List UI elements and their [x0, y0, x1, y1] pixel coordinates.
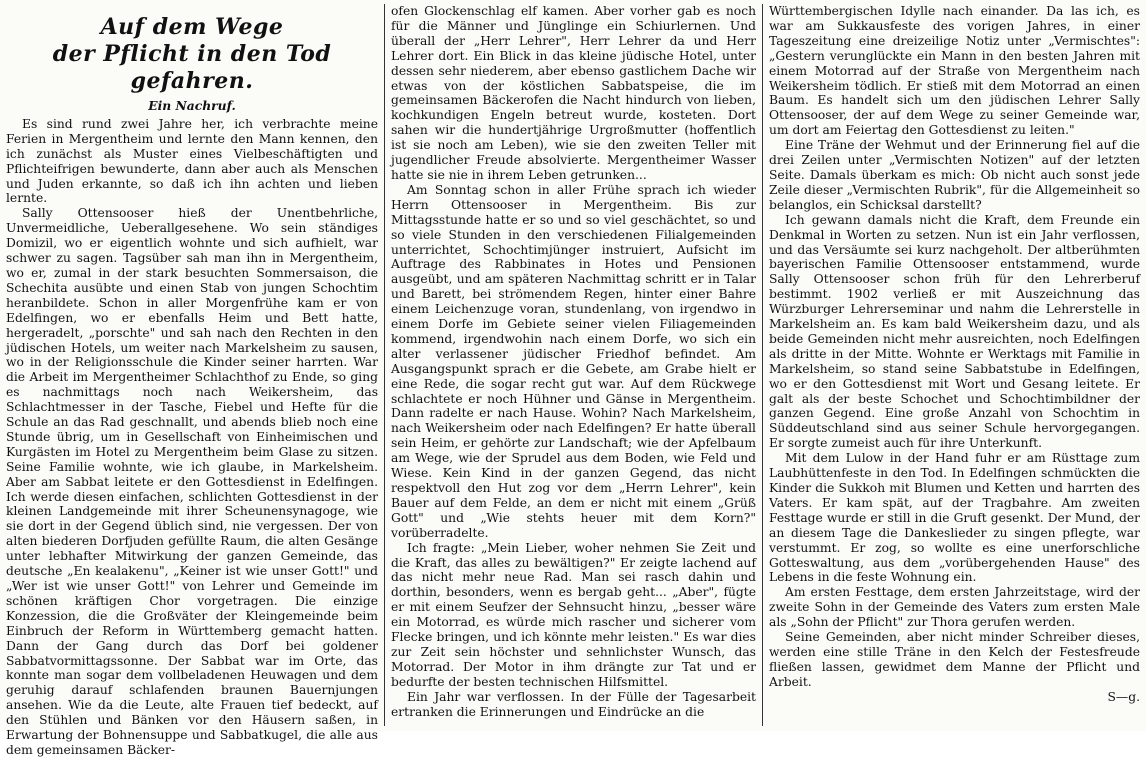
paragraph: Ich fragte: „Mein Lieber, woher nehmen Sie Zeit und die Kraft, das alles zu bewältigen?" Er zeigte lachend auf das nicht mehr neue Rad. Man sei rasch dahin und dorthin, besonders, wenn es bergab geht... „Aber", fügte er mit einem Seufzer der Sehnsucht hinzu, „besser wäre ein Motorrad, es würde mich rascher und sicherer vom Flecke bringen, und ich könnte mehr leisten." Es war dies zur Zeit sein höchster und sehnlichster Wunsch, das Motorrad. Der Motor in ihm drängte zur Tat und er bedurfte der besten technischen Hilfsmittel. [391, 540, 756, 689]
column-3 [762, 4, 1146, 726]
paragraph: Es sind rund zwei Jahre her, ich verbrachte meine Ferien in Mergentheim und lernte den Mann kennen, den ich zunächst als Muster eines Vielbeschäftigten und Pflichteifrigen bewunderte, dann aber auch als Menschen und Juden erkannte, so daß ich ihn achten und lieben lernte. [6, 116, 378, 206]
paragraph: Mit dem Lulow in der Hand fuhr er am Rüsttage zum Laubhüttenfeste in den Tod. In Edelfingen schmückten die Kinder die Sukkoh mit Blumen und Ketten und harrten des Vaters. Er kam spät, auf der Tragbahre. Am zweiten Festtage wurde er still in die Gruft gesenkt. Der Mund, der an diesem Tage die Dankeslieder zu singen pflegte, war verstummt. Er zog, so wollte es eine unerforschliche Gotteswaltung, aus dem „vorübergehenden Hause" des Lebens in die feste Wohnung ein. [769, 451, 1140, 585]
article-title-line-1: Auf dem Wege [100, 14, 284, 40]
paragraph: Am ersten Festtage, dem ersten Jahrzeitstage, wird der zweite Sohn in der Gemeinde des Vaters zum ersten Male als „Sohn der Pflicht" zur Thora gerufen werden. [769, 585, 1140, 630]
author-signature: S—g. [1107, 689, 1140, 704]
article-title [6, 14, 378, 95]
column-2 [384, 4, 762, 726]
paragraph: Ein Jahr war verflossen. In der Fülle der Tagesarbeit ertranken die Erinnerungen und Eindrücke an die [391, 689, 756, 719]
paragraph: Eine Träne der Wehmut und der Erinnerung fiel auf die drei Zeilen unter „Vermischten Notizen" auf der letzten Seite. Damals überkam es mich: Ob nicht auch sonst jede Zeile dieser „Vermischten Rubrik", für die Allgemeinheit so belanglos, ein Schicksal darstellt? [769, 138, 1140, 212]
paragraph: ofen Glockenschlag elf kamen. Aber vorher gab es noch für die Männer und Jünglinge ein Schiurlernen. Und überall der „Herr Lehrer", Herr Lehrer da und Herr Lehrer dort. Ein Blick in das kleine jüdische Hotel, unter dessen sehr niederem, aber ebenso gastlichem Dache wir etwas von der köstlichen Sabbatspeise, die im gemeinsamen Bäckerofen die Nacht hindurch von lieben, kochkundigen Engeln betreut wurde, kosteten. Dort sahen wir die hundertjährige Urgroßmutter (hoffentlich ist sie noch am Leben), wie sie den zweiten Teller mit jugendlicher Freude absolvierte. Mergentheimer Wasser hatte sie nie in ihrem Leben getrunken... [391, 4, 756, 182]
paragraph: Am Sonntag schon in aller Frühe sprach ich wieder Herrn Ottensooser in Mergentheim. Bis zur Mittagsstunde hatte er so und so viel geschächtet, so und so viele Stunden in den verschiedenen Filialgemeinden unterrichtet, Schochtimjünger instruiert, Aufsicht im Auftrage des Rabbinates in Hotes und Pensionen ausgeübt, und am späteren Nachmittag schritt er in Talar und Barett, bei strömendem Regen, hinter einer Bahre einem Leichenzuge voran, stundenlang, von irgendwo in einem Dorfe im Gebiete seiner vielen Filiagemeinden kommend, irgendwohin nach einem Dorfe, wo sich ein alter verlassener jüdischer Friedhof befindet. Am Ausgangspunkt sprach er die Gebete, am Grabe hielt er eine Rede, die sogar recht gut war. Auf dem Rückwege schlachtete er noch Hühner und Gänse in Mergentheim. Dann radelte er nach Hause. Wohin? Nach Markelsheim, nach Weikersheim oder nach Edelfingen? Er hatte überall sein Heim, er gehörte zur Landschaft; wie der Apfelbaum am Wege, wie der Sprudel aus dem Boden, wie Feld und Wiese. Kein Kind in der ganzen Gegend, das nicht respektvoll den Hut zog vor dem „Herrn Lehrer", kein Bauer auf dem Felde, an dem er nicht mit einem „Grüß Gott" und „Wie stehts heuer mit dem Korn?" vorüberradelte. [391, 182, 756, 540]
paragraph: Seine Gemeinden, aber nicht minder Schreiber dieses, werden eine stille Träne in den Kelch der Festesfreude fließen lassen, gewidmet dem Manne der Pflicht und Arbeit. [769, 630, 1140, 689]
paragraph: Ich gewann damals nicht die Kraft, dem Freunde ein Denkmal in Worten zu setzen. Nun ist ein Jahr verflossen, und das Versäumte sei kurz nachgeholt. Der altberühmten bayerischen Familie Ottensooser entstammend, wurde Sally Ottensooser schon früh für den Lehrerberuf bestimmt. 1902 verließ er mit Auszeichnung das Würzburger Lehrerseminar und nahm die Lehrerstelle in Markelsheim an. Es kam bald Weikersheim dazu, und als beide Gemeinden nicht mehr ausreichten, noch Edelfingen als dritte in der Mitte. Wohnte er Werktags mit Familie in Markelsheim, so stand seine Sabbatstube in Edelfingen, wo er den Gottesdienst mit Wort und Gesang leitete. Er galt als der beste Schochet und Schochtimbildner der ganzen Gegend. Eine große Anzahl von Schochtim in Süddeutschland sind aus seiner Schule hervorgegangen. Er sorgte zumeist auch für ihre Unterkunft. [769, 212, 1140, 451]
column-1 [0, 4, 384, 757]
paragraph: Sally Ottensooser hieß der Unentbehrliche, Unvermeidliche, Ueberallgesehene. Wo sein ständiges Domizil, wo er eigentlich wohnte und sich aufhielt, war schwer zu sagen. Tagsüber sah man ihn in Mergentheim, wo er, zumal in der stark besuchten Sommersaison, die Schechita ausübte und einen Stab von jungen Schochtim heranbildete. Schon in aller Morgenfrühe kam er von Edelfingen, wo er ebenfalls Heim und Bett hatte, hergeradelt, „porschte" und sah nach den Rechten in den jüdischen Hotels, um weiter nach Markelsheim zu sausen, wo in der Religionsschule die Kinder seiner harrten. War die Arbeit im Mergentheimer Schlachthof zu Ende, so ging es nachmittags noch nach Weikersheim, das Schlachtmesser in der Tasche, Fiebel und Hefte für die Schule an das Rad geschnallt, und abends blieb noch eine Stunde übrig, um in Gesellschaft von Einheimischen und Kurgästen im Hotel zu Mergentheim beim Glase zu sitzen. Seine Familie wohnte, wie ich glaube, in Markelsheim. Aber am Sabbat leitete er den Gottesdienst in Edelfingen. Ich werde diesen einfachen, schlichten Gottesdienst in der kleinen Landgemeinde mit ihrer Scheunensynagoge, wie sie dort in der Gegend üblich sind, nie vergessen. Der von alten biederen Dorfjuden gefüllte Raum, die alten Gesänge unter lebhafter Mitwirkung der ganzen Gemeinde, das deutsche „En kealakenu", „Keiner ist wie unser Gott!" und „Wer ist wie unser Gott!" von Lehrer und Gemeinde im schönen kräftigen Chor vorgetragen. Die einzige Konzession, die die Großväter der Kleingemeinde beim Einbruch der Reform in Württemberg gemacht hatten. Dann der Gang durch das Dorf bei goldener Sabbatvormittagssonne. Der Sabbat war im Orte, das konnte man sogar dem vollbeladenen Heuwagen und dem geruhig darauf schlafenden braunen Bauernjungen ansehen. Wie da die Leute, alte Frauen tief bedeckt, auf den Stühlen und Bänken vor den Häusern saßen, in Erwartung der Bohnensuppe und Sabbatkugel, die alle aus dem gemeinsamen Bäcker- [6, 206, 378, 757]
article-title-line-2: der Pflicht in den Tod gefahren. [52, 41, 332, 94]
article-subtitle: Ein Nachruf. [148, 98, 236, 113]
paragraph: Württembergischen Idylle nach einander. Da las ich, es war am Sukkausfeste des vorigen Jahres, in einer Tageszeitung eine dreizeilige Notiz unter „Vermischtes": „Gestern verunglückte ein Mann in den besten Jahren mit einem Motorrad auf der Straße von Mergentheim nach Weikersheim tödlich. Er stieß mit dem Motorrad an einen Baum. Es handelt sich um den jüdischen Lehrer Sally Ottensooser, der auf dem Wege zu seiner Gemeinde war, um dort am Feiertag den Gottesdienst zu leiten." [769, 4, 1140, 138]
